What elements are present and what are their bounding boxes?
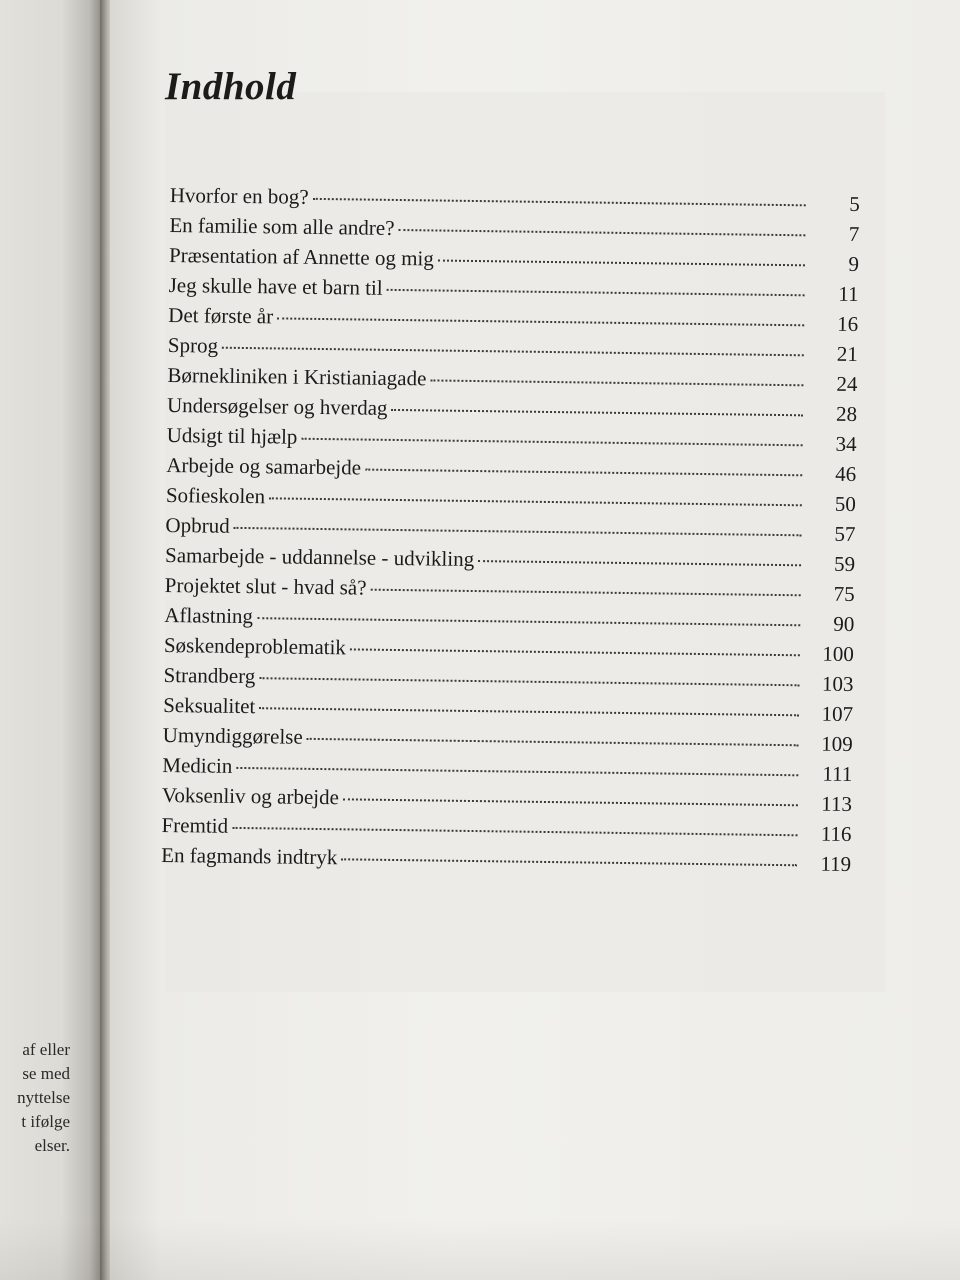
dot-leader xyxy=(307,737,799,746)
left-page-line: se med xyxy=(22,1064,70,1083)
toc-entry-title: Arbejde og samarbejde xyxy=(166,452,362,480)
toc-entry-title: Undersøgelser og hverdag xyxy=(166,392,388,420)
page-shadow xyxy=(0,1220,960,1280)
table-of-contents xyxy=(161,183,860,882)
toc-entry-title: Opbrud xyxy=(165,512,230,538)
toc-entry-title: Søskendeproblematik xyxy=(163,632,347,660)
dot-leader xyxy=(430,378,803,386)
toc-entry-title: Præsentation af Annette og mig xyxy=(168,242,434,271)
toc-entry-title: Jeg skulle have et barn til xyxy=(168,272,383,300)
dot-leader xyxy=(438,259,805,267)
toc-entry-page: 59 xyxy=(833,551,856,576)
dot-leader xyxy=(269,496,802,506)
left-page-line: af eller xyxy=(22,1040,70,1059)
toc-entry-title: Udsigt til hjælp xyxy=(166,422,298,449)
toc-entry-page: 111 xyxy=(822,761,853,786)
toc-entry-page: 28 xyxy=(835,401,858,427)
toc-entry-page: 109 xyxy=(821,731,853,756)
toc-entry-page: 57 xyxy=(834,521,856,547)
toc-entry-title: Voksenliv og arbejde xyxy=(161,782,340,810)
toc-entry-title: En familie som alle andre? xyxy=(169,212,395,240)
dot-leader xyxy=(222,346,804,357)
toc-entry-page: 75 xyxy=(833,581,855,606)
left-page-line: nyttelse xyxy=(17,1088,70,1107)
dot-leader xyxy=(341,857,797,866)
toc-entry-title: Samarbejde - uddannelse - udvikling xyxy=(164,542,475,572)
dot-leader xyxy=(313,197,806,206)
toc-entry-page: 50 xyxy=(834,491,857,517)
dot-leader xyxy=(387,288,805,296)
dot-leader xyxy=(343,797,798,806)
toc-entry-page: 5 xyxy=(849,191,860,217)
toc-entry-page: 16 xyxy=(837,311,859,337)
toc-entry-page: 119 xyxy=(820,851,852,876)
toc-entry-page: 90 xyxy=(833,611,855,636)
toc-entry-page: 116 xyxy=(820,821,852,846)
toc-entry-title: Fremtid xyxy=(161,812,229,838)
toc-entry-page: 24 xyxy=(836,371,858,397)
toc-entry-page: 103 xyxy=(821,671,854,696)
dot-leader xyxy=(301,437,802,447)
dot-leader xyxy=(236,766,798,776)
toc-entry-title: Strandberg xyxy=(163,662,256,689)
dot-leader xyxy=(365,468,802,477)
toc-entry-title: Umyndiggørelse xyxy=(162,722,303,749)
toc-entry-page: 21 xyxy=(836,341,858,367)
dot-leader xyxy=(350,647,800,656)
toc-entry-title: Projektet slut - hvad så? xyxy=(164,572,367,600)
toc-entry-title: Seksualitet xyxy=(163,692,256,719)
toc-entry-page: 113 xyxy=(821,791,853,816)
toc-entry-page: 34 xyxy=(835,431,857,457)
toc-entry-title: Sprog xyxy=(167,332,219,358)
dot-leader xyxy=(259,676,799,686)
page-title: Indhold xyxy=(165,65,297,108)
dot-leader xyxy=(277,316,804,326)
toc-entry-page: 46 xyxy=(835,461,857,487)
dot-leader xyxy=(232,826,797,836)
dot-leader xyxy=(234,526,802,536)
toc-entry-page: 107 xyxy=(821,701,854,726)
dot-leader xyxy=(257,616,800,626)
dot-leader xyxy=(391,408,803,416)
toc-entry-page: 11 xyxy=(838,281,859,307)
toc-entry-page: 7 xyxy=(848,221,860,247)
dot-leader xyxy=(398,228,805,236)
toc-entry-title: Sofieskolen xyxy=(165,482,266,509)
left-page-line: t ifølge xyxy=(21,1112,70,1131)
toc-entry-title: Det første år xyxy=(168,302,274,329)
dot-leader xyxy=(259,706,799,716)
dot-leader xyxy=(370,588,800,597)
dot-leader xyxy=(478,559,801,566)
toc-entry-title: Medicin xyxy=(162,752,233,778)
toc-entry-page: 100 xyxy=(822,641,855,666)
left-page-text xyxy=(0,1038,70,1158)
toc-entry-page: 9 xyxy=(848,251,860,277)
toc-entry-title: Børnekliniken i Kristianiagade xyxy=(167,362,427,391)
toc-entry-title: Aflastning xyxy=(164,602,254,629)
left-page xyxy=(0,0,102,1280)
left-page-line: elser. xyxy=(34,1136,70,1155)
toc-entry-title: En fagmands indtryk xyxy=(161,842,338,870)
toc-entry-title: Hvorfor en bog? xyxy=(169,183,309,209)
